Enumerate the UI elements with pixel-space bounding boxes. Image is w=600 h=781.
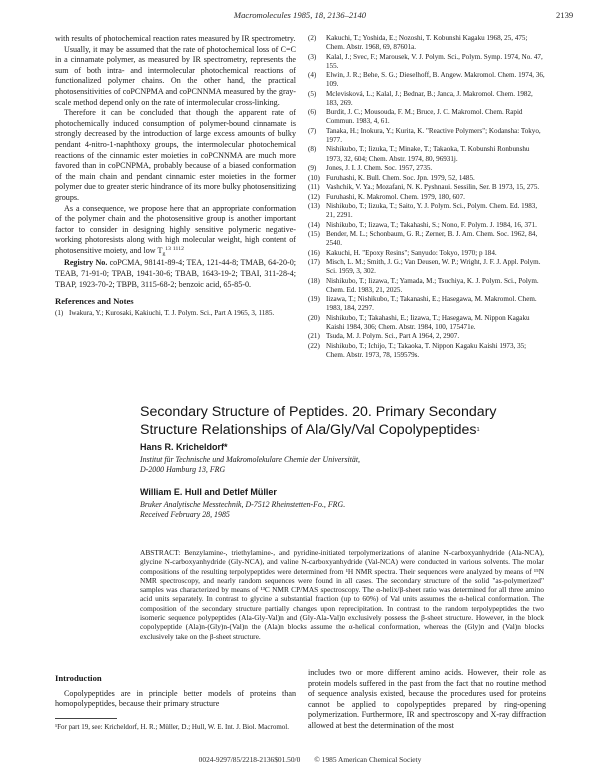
reference-item	[308, 71, 546, 89]
reference-text: Tanaka, H.; Inokura, Y.; Kurita, K. "Reactive Polymers"; Kodansha: Tokyo, 1977.	[326, 126, 541, 144]
subscript: g	[162, 250, 166, 257]
running-head: Macromolecules 1985, 18, 2136–2140	[233, 10, 367, 20]
reference-item	[308, 193, 546, 202]
reference-item	[308, 174, 546, 183]
reference-item	[308, 258, 546, 276]
reference-text: Kakuchi, T.; Yoshida, E.; Nozoshi, T. Kobunshi Kagaku 1968, 25, 475; Chem. Abstr. 1968, 69, 87601a.	[326, 34, 528, 52]
reference-text: Vashchik, V. Ya.; Mozafani, N. K. Pyshnaui. Sessilin, Ser. B 1973, 15, 275.	[326, 183, 540, 192]
abstract-label: ABSTRACT:	[140, 548, 181, 557]
registry-label: Registry No.	[64, 258, 108, 268]
reference-text: Elwin, J. R.; Behe, S. G.; Dieselhoff, B. Angew. Makromol. Chem. 1974, 36, 109.	[326, 71, 545, 89]
reference-number: (4)	[308, 71, 317, 80]
author-name: William E. Hull and Detlef Müller	[140, 487, 277, 497]
paragraph-text: As a consequence, we propose here that an appropriate conformation of the polymer chain and the photosensitive group is another important factor to consider in designing highly sensitive polymeric negative-working photoresists along with high molecular weight, high content of photosensitive moiety, and low T	[55, 203, 296, 255]
reference-item	[308, 34, 546, 52]
reference-text: Tsuda, M. J. Polym. Sci., Part A 1964, 2, 2907.	[326, 332, 460, 341]
reference-text: Kakuchi, H. "Epoxy Resins"; Sanyudo: Tokyo, 1970; p 184.	[326, 248, 497, 257]
reference-text: Furuhashi, K. Bull. Chem. Soc. Jpn. 1979, 52, 1485.	[326, 173, 475, 182]
reference-text: Iwakura, Y.; Kurosaki, Kakiuchi, T. J. Polym. Sci., Part A 1965, 3, 1185.	[69, 308, 275, 317]
introduction-left	[55, 673, 296, 710]
reference-number: (22)	[308, 341, 320, 350]
citation-sup: 13	[165, 245, 171, 252]
reference-item	[308, 108, 546, 126]
registry-numbers	[55, 258, 296, 290]
reference-number: (18)	[308, 276, 320, 285]
footnote: ¹For part 19, see: Kricheldorf, H. R.; Müller, D.; Hull, W. E. Int. J. Biol. Macromol.	[55, 723, 289, 731]
left-column	[55, 34, 296, 318]
reference-text: Nishikubo, T.; Ichijo, T.; Takaoka, T. Nippon Kagaku Kaishi 1973, 35; Chem. Abstr. 1973, 78, 159579s.	[326, 341, 527, 359]
reference-list	[55, 309, 296, 318]
introduction-right: includes two or more different amino acids. However, their role as protein models suffered in the past from the fact that no routine method of sequence analysis existed, because the procedures used for proteins cannot be applied to copolypeptides prepared by ring-opening polymerization. Furthermore, IR and spectroscopy and X-ray diffraction allowed at best the determination of the most	[308, 668, 546, 730]
reference-item	[308, 202, 546, 220]
registry-text: coPCMA, 98141-89-4; TEA, 121-44-8; TMAB, 64-20-0; TEAB, 71-91-0; TPAB, 1941-30-6; TBAB, 1643-19-2; TBAI, 311-28-4; TBAP, 1923-70-2; TBPB, 3115-68-2; benzoic acid, 65-85-0.	[55, 258, 296, 289]
reference-number: (14)	[308, 220, 320, 229]
paragraph: Copolypeptides are in principle better models of proteins than homopolypeptides, because their primary structure	[55, 688, 296, 709]
copyright-notice: © 1985 American Chemical Society	[314, 755, 422, 764]
article-title	[140, 403, 520, 439]
paragraph: with results of photochemical reaction rates measured by IR spectrometry.	[55, 34, 296, 43]
reference-text: Bender, M. L.; Schonbaum, G. R.; Zerner, B. J. Am. Chem. Soc. 1962, 84, 2540.	[326, 230, 538, 248]
affiliation	[140, 455, 460, 474]
reference-number: (3)	[308, 52, 317, 61]
author-name: Hans R. Kricheldorf*	[140, 442, 228, 452]
reference-text: Nishikubo, T.; Iizawa, T.; Yamada, M.; Tsuchiya, K. J. Polym. Sci., Polym. Chem. Ed. 1983, 21, 2025.	[326, 276, 539, 294]
reference-number: (13)	[308, 201, 320, 210]
reference-text: Nishikubo, T.; Iizuka, T.; Saito, Y. J. Polym. Sci., Polym. Chem. Ed. 1983, 21, 2291.	[326, 201, 538, 220]
reference-item	[308, 249, 546, 258]
reference-number: (9)	[308, 164, 317, 173]
reference-item	[308, 342, 546, 360]
reference-item	[55, 309, 296, 318]
right-column-references	[308, 34, 546, 360]
affiliation-line: Bruker Analytische Messtechnik, D-7512 Rheinstetten-Fo., FRG.	[140, 500, 346, 509]
reference-item	[308, 183, 546, 192]
reference-item	[308, 230, 546, 248]
page-footer	[160, 755, 460, 764]
reference-text: Kalal, J.; Svec, F.; Marousek, V. J. Polym. Sci., Polym. Symp. 1974, No. 47, 155.	[326, 52, 543, 70]
title-footnote-mark: 1	[476, 427, 480, 433]
affiliation	[140, 500, 460, 519]
reference-item	[308, 164, 546, 173]
affiliation-line: D-2000 Hamburg 13, FRG	[140, 464, 226, 474]
reference-number: (12)	[308, 192, 320, 201]
reference-number: (11)	[308, 183, 320, 192]
reference-number: (6)	[308, 108, 317, 117]
reference-number: (17)	[308, 258, 320, 267]
reference-item	[308, 53, 546, 71]
reference-text: Mclevisková, L.; Kalal, J.; Bednar, B.; Janca, J. Makromol. Chem. 1982, 183, 269.	[326, 89, 533, 107]
reference-item	[308, 221, 546, 230]
reference-number: (2)	[308, 34, 317, 42]
reference-item	[308, 127, 546, 145]
reference-text: Nishikubo, T.; Iizawa, T.; Takahashi, S.; Nono, F. Polym. J. 1984, 16, 371.	[326, 220, 537, 229]
reference-text: Misch, L. M.; Smith, J. G.; Van Deusen, W. P.; Wright, J. F. J. Appl. Polym. Sci. 1959, 3, 302.	[326, 258, 541, 276]
reference-number: (5)	[308, 89, 317, 98]
reference-text: Furuhashi, K. Makromol. Chem. 1979, 180, 607.	[326, 192, 465, 201]
paragraph: As a consequence, we propose here that an appropriate conformation of the polymer chain and the photosensitive group is another important factor to consider in designing highly sensitive polymeric negative-working photoresists along with high molecular weight, high content of photosensitive moiety, and low $T_g^{13}$ $^{1112}$	[55, 203, 296, 257]
introduction-heading: Introduction	[55, 673, 102, 683]
reference-text: Burdit, J. C.; Mousouda, F. M.; Bruce, J. C. Makromol. Chem. Rapid Commun. 1983, 4, 61.	[326, 108, 523, 126]
references-heading: References and Notes	[55, 296, 134, 307]
reference-number: (8)	[308, 145, 317, 154]
abstract	[140, 548, 544, 641]
affiliation-line: Institut für Technische und Makromolekulare Chemie der Universität,	[140, 455, 361, 464]
reference-text: Nishikubo, T.; Iizuka, T.; Minake, T.; Takaoka, T. Kobunshi Ronbunshu 1973, 32, 604; Chem. Abstr. 1974, 80, 96931j.	[326, 145, 530, 163]
reference-number: (19)	[308, 295, 320, 304]
reference-text: Iizawa, T.; Nishikubo, T.; Takanashi, E.; Hasegawa, M. Makromol. Chem. 1983, 184, 2297.	[326, 295, 537, 313]
reference-item	[308, 332, 546, 341]
reference-number: (16)	[308, 248, 320, 257]
reference-item	[308, 314, 546, 332]
reference-text: Nishikubo, T.; Takahashi, E.; Iizawa, T.; Hasegawa, M. Nippon Kagaku Kaishi 1984, 306; Chem. Abstr. 1984, 100, 175471e.	[326, 313, 530, 331]
reference-text: Jones, J. I. J. Chem. Soc. 1957, 2735.	[326, 164, 433, 173]
reference-number: (1)	[55, 308, 64, 317]
abstract-text: Benzylamine-, triethylamine-, and pyridine-initiated terpolymerizations of alanine N-carboxyanhydride (Ala-NCA), glycine N-carboxyanhydride (Gly-NCA), and valine N-carboxyanhydride (Val-NCA) were conducted in various solvents. The molar compositions of the resulting terpolypeptides were determined from ¹H NMR spectra. Their sequences were analyzed by means of ¹⁵N NMR spectroscopy, and nearly random sequences were found in all cases. The secondary structure of the solid "as-polymerized" samples was characterized by means of ¹³C NMR CP/MAS spectroscopy. The α-helix/β-sheet ratio was determined for all three amino acid units separately. In contrast to glycine a substantial fraction (up to 60%) of Val units assumes the α-helical conformation. The composition of the secondary structure partially changes upon reprecipitation. In contrast to the random terpolypeptides the two isomeric sequence polypeptides (Ala-Gly-Val)n and (Gly-Ala-Val)n exclusively possess the β-sheet structure. However, in the block copolypeptide (Ala)n-(Gly)n-(Val)n the (Ala)n blocks assume the α-helical conformation, whereas the (Gly)n and (Val)n blocks exclusively take on the β-sheet structure.	[140, 548, 544, 641]
paragraph: Usually, it may be assumed that the rate of photochemical loss of C=C in a cinnamate polymer, as measured by IR spectrometry, represents the sum of both intra- and intermolecular photochemical reactions of functionalized polymer chains. On the other hand, the practical photosensitivities of coPCNPMA and coPCNNMA measured by the gray-scale method depend only on the rate of intermolecular cross-linking.	[55, 44, 296, 107]
reference-number: (15)	[308, 230, 320, 239]
reference-number: (21)	[308, 332, 320, 341]
received-date: Received February 28, 1985	[140, 509, 230, 519]
paragraph: Therefore it can be concluded that though the apparent rate of photochemically induced consumption of polymer-bound cinnamate is strongly decreased by the introduction of large excess amounts of bulky pendant 4-nitro-1-naphthoxy groups, the intermolecular photochemical reactions of the cinnamic ester moieties in coPCNNMA are much more favored than in coPCNPMA, probably because of a biased conformation of the main chain and pendant cinnamic ester moieties in the former polymer due to greater steric hindrance of its more bulky photosensitizing groups.	[55, 108, 296, 202]
reference-number: (7)	[308, 126, 317, 135]
article-code: 0024-9297/85/2218-2136$01.50/0	[198, 755, 301, 764]
reference-item	[308, 295, 546, 313]
reference-item	[308, 90, 546, 108]
footnote-divider	[55, 718, 117, 719]
reference-number: (20)	[308, 313, 320, 322]
page-number: 2139	[556, 10, 574, 20]
reference-item	[308, 145, 546, 163]
reference-item	[308, 277, 546, 295]
article-title-text: Secondary Structure of Peptides. 20. Primary Secondary Structure Relationships of Ala/Gly/Val Copolypeptides	[140, 404, 497, 438]
reference-number: (10)	[308, 173, 320, 182]
